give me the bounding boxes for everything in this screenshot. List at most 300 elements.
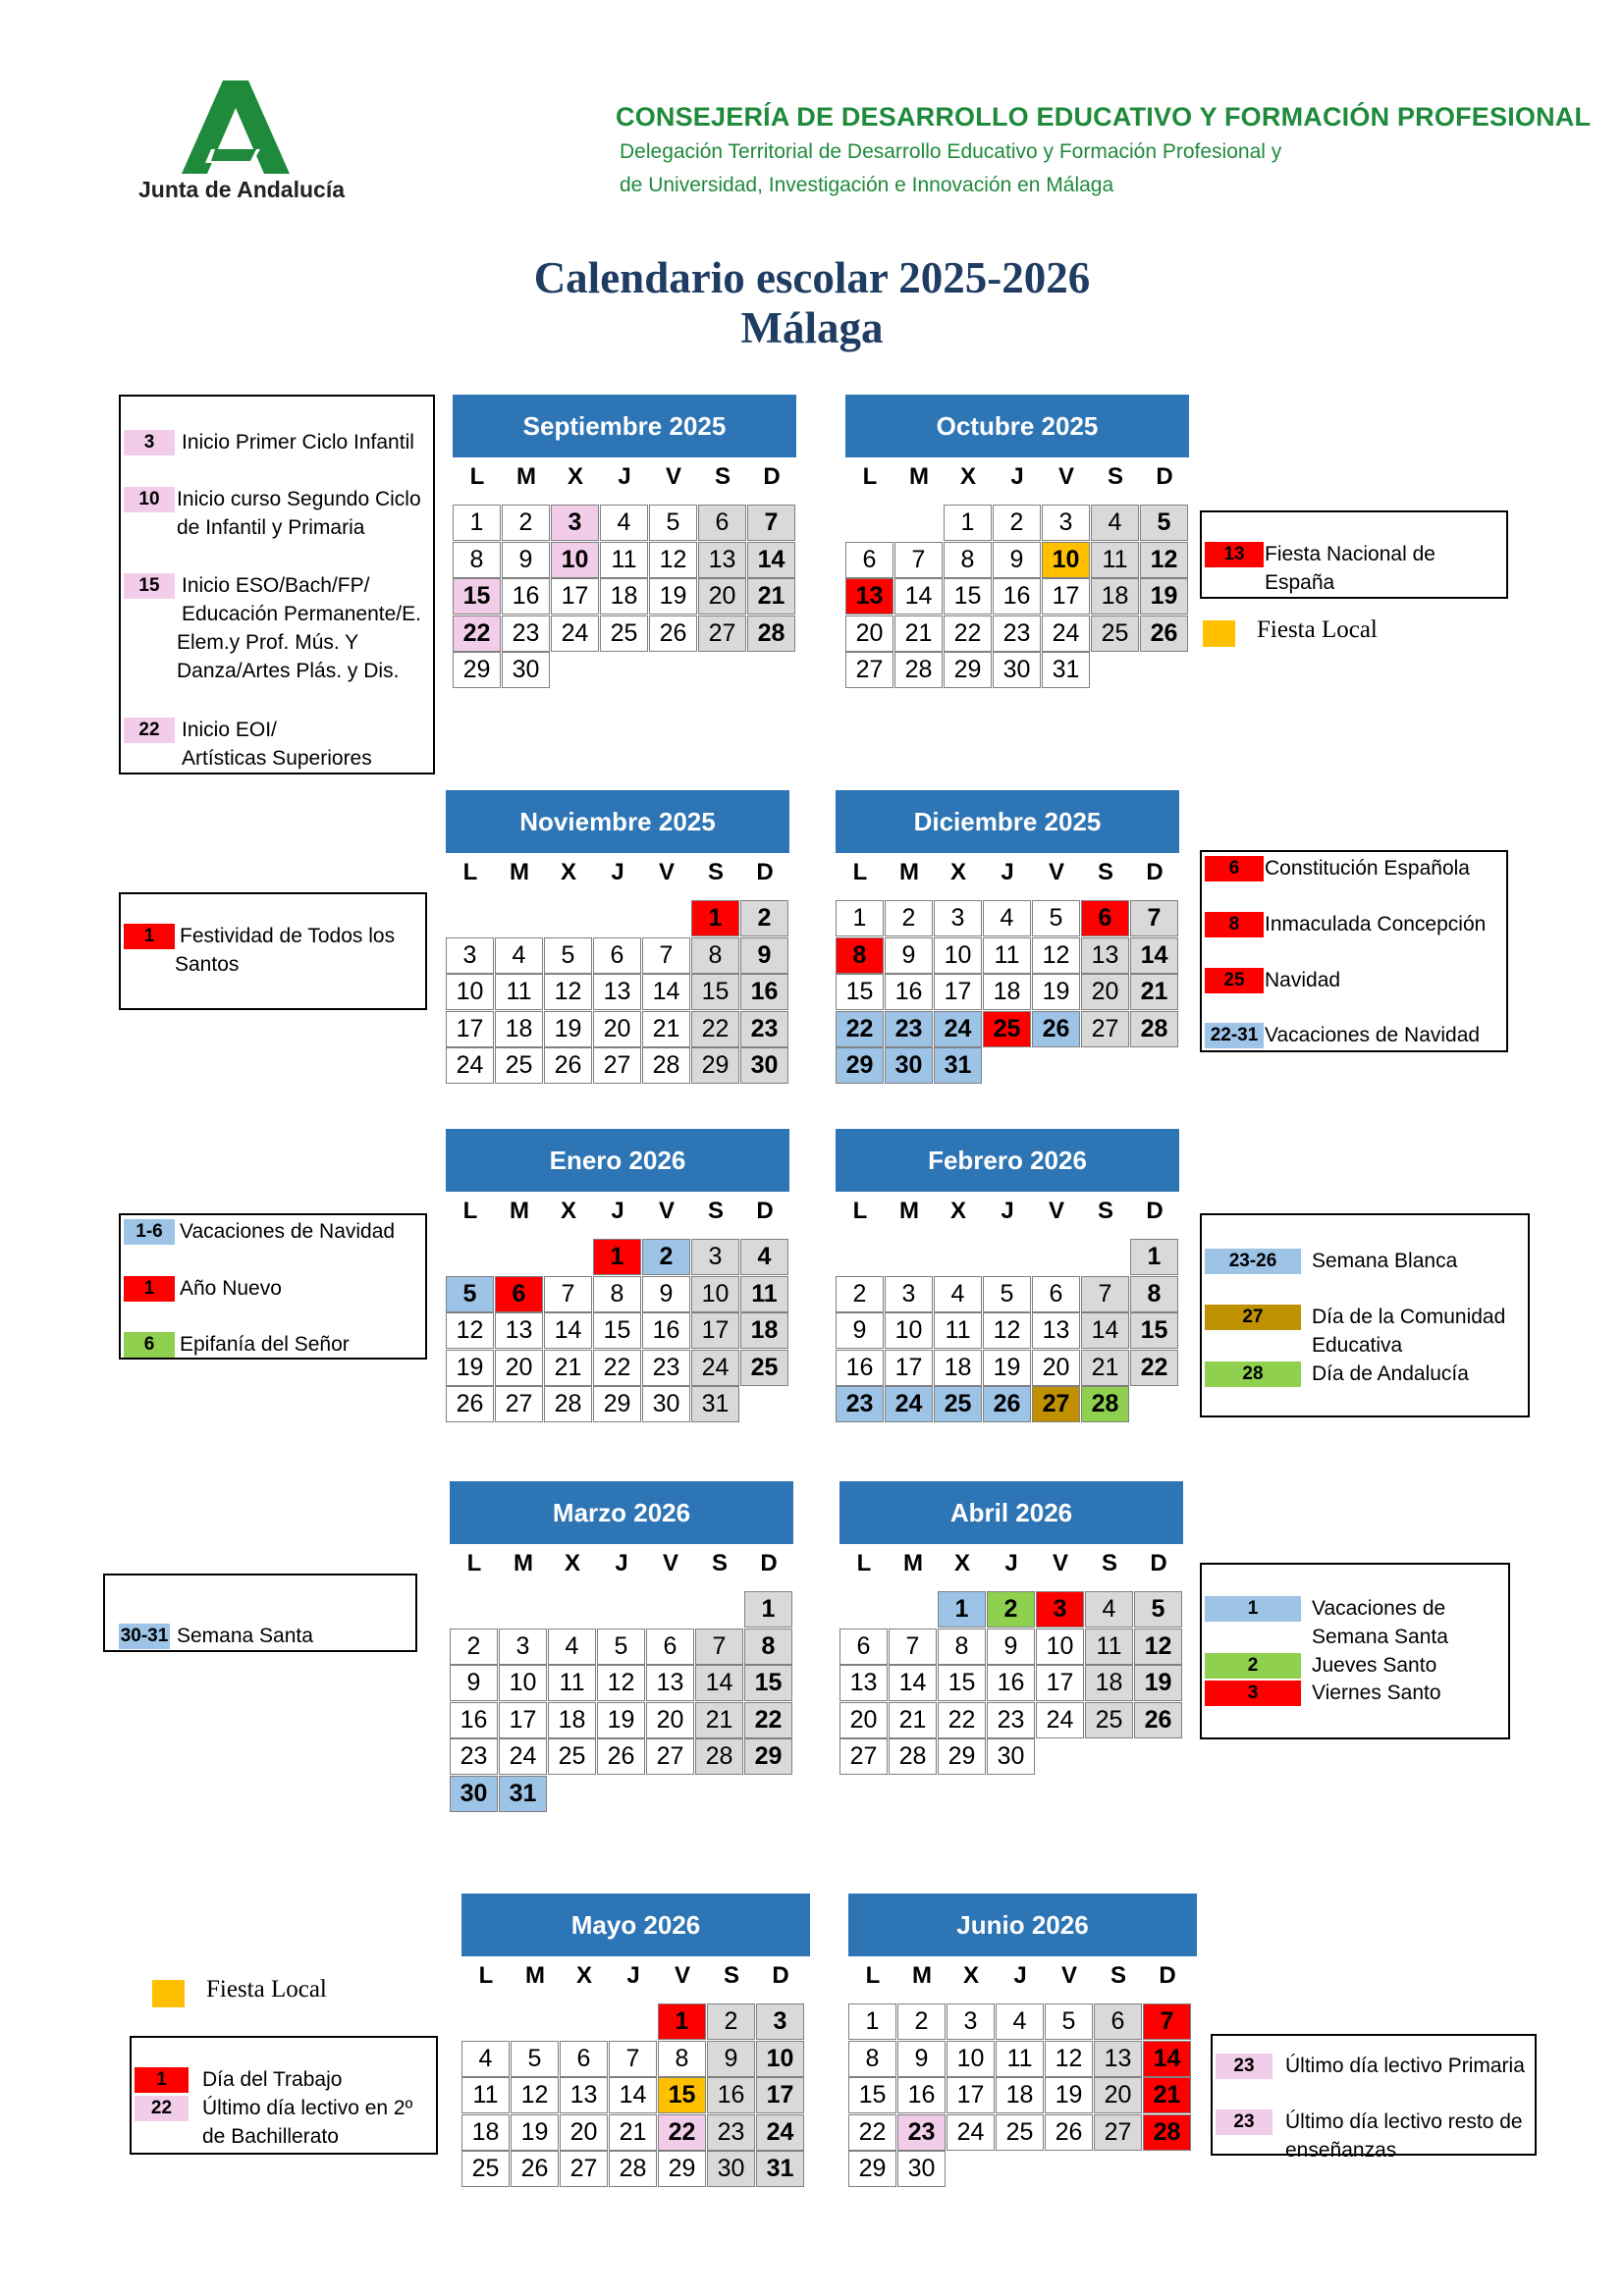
day-cell: 3 — [934, 900, 982, 936]
legend-text: Semana Santa — [177, 1625, 313, 1647]
weekday-label: S — [1097, 1198, 1113, 1224]
legend-text: Educación Permanente/E. — [182, 603, 421, 625]
day-cell: 6 — [1094, 2003, 1142, 2040]
day-cell: 9 — [885, 937, 933, 974]
day-cell: 18 — [548, 1702, 596, 1738]
day-cell: 5 — [446, 1276, 494, 1312]
legend-text: Fiesta Nacional de España — [1265, 543, 1435, 594]
day-cell: 12 — [544, 974, 592, 1010]
day-cell: 8 — [848, 2041, 896, 2077]
day-cell: 4 — [740, 1239, 788, 1275]
weekday-label: X — [560, 1198, 576, 1224]
day-cell: 23 — [642, 1350, 690, 1386]
day-cell: 22 — [744, 1702, 792, 1738]
day-cell: 27 — [1081, 1011, 1129, 1047]
day-cell: 4 — [1091, 505, 1139, 541]
day-cell: 16 — [836, 1350, 884, 1386]
day-cell: 1 — [944, 505, 992, 541]
day-cell: 3 — [947, 2003, 995, 2040]
day-cell: 14 — [747, 542, 795, 578]
weekday-label: S — [707, 859, 724, 885]
day-cell: 20 — [1032, 1350, 1080, 1386]
day-cell: 27 — [698, 615, 746, 652]
weekday-label: L — [856, 1550, 872, 1576]
day-cell: 21 — [544, 1350, 592, 1386]
weekday-label: X — [949, 859, 966, 885]
day-cell: 23 — [897, 2114, 946, 2151]
day-cell: 5 — [1045, 2003, 1093, 2040]
day-cell: 27 — [560, 2151, 608, 2187]
day-cell: 30 — [740, 1047, 788, 1084]
weekday-label: V — [1048, 1198, 1064, 1224]
day-cell: 3 — [691, 1239, 739, 1275]
day-cell: 7 — [695, 1629, 743, 1665]
day-cell: 24 — [885, 1386, 933, 1422]
page-subtitle: Málaga — [740, 303, 884, 352]
legend-text: Año Nuevo — [180, 1277, 282, 1300]
weekday-label: V — [1052, 1550, 1068, 1576]
day-cell: 13 — [495, 1312, 543, 1349]
day-cell: 27 — [593, 1047, 641, 1084]
day-cell: 9 — [740, 937, 788, 974]
day-cell: 30 — [987, 1738, 1035, 1775]
weekday-label: J — [1001, 1198, 1014, 1224]
day-cell: 29 — [658, 2151, 706, 2187]
legend-text: Vacaciones de — [1312, 1597, 1446, 1620]
day-cell: 28 — [1143, 2114, 1191, 2151]
day-cell: 13 — [839, 1665, 888, 1701]
day-cell: 16 — [885, 974, 933, 1010]
legend-septiembre — [119, 395, 435, 774]
legend-marzo — [103, 1574, 417, 1652]
legend-text: Epifanía del Señor — [180, 1333, 350, 1356]
day-cell: 16 — [707, 2077, 755, 2113]
day-cell: 4 — [495, 937, 543, 974]
day-cell: 5 — [511, 2041, 559, 2077]
weekday-label: L — [862, 463, 878, 490]
weekday-label: L — [478, 1962, 494, 1989]
legend-text: Vacaciones de Navidad — [180, 1220, 396, 1243]
weekday-label: J — [1004, 1550, 1018, 1576]
day-cell: 21 — [609, 2114, 657, 2151]
day-cell: 3 — [885, 1276, 933, 1312]
day-cell: 12 — [983, 1312, 1031, 1349]
day-cell: 25 — [461, 2151, 510, 2187]
day-cell: 10 — [934, 937, 982, 974]
legend-text: Último día lectivo Primaria — [1285, 2055, 1525, 2077]
day-cell: 22 — [593, 1350, 641, 1386]
day-cell: 24 — [499, 1738, 547, 1775]
day-cell: 29 — [944, 652, 992, 688]
day-cell: 15 — [944, 578, 992, 614]
weekday-label: J — [626, 1962, 640, 1989]
legend-noviembre — [119, 892, 427, 1010]
legend-text: Inicio curso Segundo Ciclo — [177, 488, 421, 510]
day-cell: 9 — [642, 1276, 690, 1312]
legend-code: 23 — [1216, 2054, 1272, 2079]
day-cell: 16 — [897, 2077, 946, 2113]
day-cell: 1 — [938, 1591, 986, 1628]
day-cell: 2 — [836, 1276, 884, 1312]
day-cell: 25 — [600, 615, 648, 652]
day-cell: 6 — [646, 1629, 694, 1665]
weekday-label: X — [962, 1962, 979, 1989]
weekday-label: S — [714, 463, 731, 490]
legend-code: 3 — [1205, 1681, 1301, 1706]
day-cell: 9 — [450, 1665, 498, 1701]
legend-code: 1 — [1205, 1596, 1301, 1622]
day-cell: 26 — [1045, 2114, 1093, 2151]
legend-text: Elem.y Prof. Mús. Y — [177, 631, 359, 654]
day-cell: 23 — [987, 1702, 1035, 1738]
legend-code: 25 — [1205, 968, 1264, 993]
day-cell: 7 — [747, 505, 795, 541]
day-cell: 19 — [511, 2114, 559, 2151]
day-cell: 21 — [695, 1702, 743, 1738]
weekday-label: J — [615, 1550, 628, 1576]
day-cell: 2 — [642, 1239, 690, 1275]
legend-text: Semana Santa — [1312, 1626, 1448, 1648]
day-cell: 14 — [642, 974, 690, 1010]
day-cell: 19 — [1045, 2077, 1093, 2113]
day-cell: 12 — [649, 542, 697, 578]
day-cell: 3 — [551, 505, 599, 541]
legend-text: Constitución Española — [1265, 857, 1470, 880]
day-cell: 7 — [642, 937, 690, 974]
day-cell: 14 — [609, 2077, 657, 2113]
day-cell: 1 — [691, 900, 739, 936]
weekday-label: S — [707, 1198, 724, 1224]
day-cell: 5 — [544, 937, 592, 974]
day-cell: 26 — [1140, 615, 1188, 652]
day-cell: 29 — [453, 652, 501, 688]
legend-text: Jueves Santo — [1312, 1654, 1437, 1677]
day-cell: 20 — [1081, 974, 1129, 1010]
day-cell: 6 — [839, 1629, 888, 1665]
day-cell: 5 — [649, 505, 697, 541]
day-cell: 1 — [593, 1239, 641, 1275]
logo-text: Junta de Andalucía — [137, 177, 346, 202]
day-cell: 24 — [1042, 615, 1090, 652]
weekday-label: D — [1150, 1550, 1167, 1576]
legend-octubre — [1200, 510, 1508, 599]
day-cell: 25 — [740, 1350, 788, 1386]
day-cell: 8 — [593, 1276, 641, 1312]
weekday-label: S — [711, 1550, 728, 1576]
day-cell: 11 — [600, 542, 648, 578]
weekday-label: D — [763, 463, 781, 490]
weekday-label: S — [1110, 1962, 1126, 1989]
day-cell: 30 — [642, 1386, 690, 1422]
day-cell: 17 — [885, 1350, 933, 1386]
day-cell: 23 — [836, 1386, 884, 1422]
day-cell: 20 — [698, 578, 746, 614]
day-cell: 15 — [593, 1312, 641, 1349]
day-cell: 29 — [938, 1738, 986, 1775]
legend-text: Inmaculada Concepción — [1265, 913, 1487, 935]
day-cell: 5 — [1032, 900, 1080, 936]
day-cell: 3 — [446, 937, 494, 974]
day-cell: 24 — [947, 2114, 995, 2151]
weekday-label: L — [462, 859, 478, 885]
day-cell: 25 — [495, 1047, 543, 1084]
legend-text: Semana Blanca — [1312, 1250, 1458, 1272]
weekday-label: M — [903, 1550, 923, 1576]
day-cell: 18 — [740, 1312, 788, 1349]
day-cell: 23 — [502, 615, 550, 652]
day-cell: 19 — [446, 1350, 494, 1386]
month-title: Junio 2026 — [848, 1894, 1197, 1956]
day-cell: 14 — [894, 578, 943, 614]
weekday-label: X — [560, 859, 576, 885]
day-cell: 20 — [560, 2114, 608, 2151]
weekday-label: M — [516, 463, 536, 490]
day-cell: 23 — [740, 1011, 788, 1047]
legend-text: Festividad de Todos los — [180, 925, 396, 947]
legend-code: 3 — [124, 430, 175, 455]
day-cell: 18 — [983, 974, 1031, 1010]
day-cell: 2 — [885, 900, 933, 936]
day-cell: 15 — [938, 1665, 986, 1701]
day-cell: 5 — [983, 1276, 1031, 1312]
weekday-label: L — [466, 1550, 482, 1576]
day-cell: 31 — [934, 1047, 982, 1084]
day-cell: 10 — [885, 1312, 933, 1349]
day-cell: 10 — [1036, 1629, 1084, 1665]
day-cell: 6 — [495, 1276, 543, 1312]
day-cell: 26 — [511, 2151, 559, 2187]
day-cell: 8 — [944, 542, 992, 578]
day-cell: 24 — [446, 1047, 494, 1084]
weekday-label: D — [1146, 859, 1164, 885]
day-cell: 20 — [495, 1350, 543, 1386]
legend-code: 15 — [124, 573, 175, 599]
day-cell: 12 — [597, 1665, 645, 1701]
day-cell: 29 — [848, 2151, 896, 2187]
day-cell: 17 — [1036, 1665, 1084, 1701]
legend-code: 1-6 — [124, 1219, 175, 1245]
day-cell: 27 — [1032, 1386, 1080, 1422]
legend-enero — [119, 1213, 427, 1360]
day-cell: 23 — [885, 1011, 933, 1047]
day-cell: 26 — [1134, 1702, 1182, 1738]
day-cell: 29 — [593, 1386, 641, 1422]
day-cell: 2 — [740, 900, 788, 936]
weekday-label: X — [567, 463, 583, 490]
day-cell: 18 — [1085, 1665, 1133, 1701]
day-cell: 15 — [691, 974, 739, 1010]
day-cell: 23 — [993, 615, 1041, 652]
day-cell: 22 — [848, 2114, 896, 2151]
weekday-label: M — [510, 859, 529, 885]
day-cell: 31 — [691, 1386, 739, 1422]
day-cell: 24 — [934, 1011, 982, 1047]
month-title: Abril 2026 — [839, 1481, 1183, 1544]
day-cell: 12 — [511, 2077, 559, 2113]
day-cell: 10 — [499, 1665, 547, 1701]
day-cell: 6 — [1032, 1276, 1080, 1312]
weekday-label: J — [1010, 463, 1024, 490]
day-cell: 16 — [450, 1702, 498, 1738]
day-cell: 13 — [845, 578, 893, 614]
day-cell: 9 — [707, 2041, 755, 2077]
day-cell: 1 — [1130, 1239, 1178, 1275]
day-cell: 12 — [1032, 937, 1080, 974]
legend-text: Inicio EOI/ — [182, 719, 277, 741]
day-cell: 18 — [1091, 578, 1139, 614]
legend-code: 22-31 — [1205, 1023, 1264, 1048]
weekday-label: J — [611, 1198, 624, 1224]
legend-code: 23 — [1216, 2109, 1272, 2135]
day-cell: 13 — [560, 2077, 608, 2113]
day-cell: 1 — [836, 900, 884, 936]
day-cell: 21 — [642, 1011, 690, 1047]
day-cell: 8 — [744, 1629, 792, 1665]
fiesta-local-label: Fiesta Local — [1257, 616, 1378, 643]
legend-code: 22 — [124, 718, 175, 743]
day-cell: 25 — [934, 1386, 982, 1422]
weekday-label: M — [899, 859, 919, 885]
legend-text: enseñanzas — [1285, 2139, 1397, 2162]
day-cell: 9 — [836, 1312, 884, 1349]
day-cell: 1 — [453, 505, 501, 541]
legend-code: 30-31 — [119, 1624, 170, 1649]
month-title: Octubre 2025 — [845, 395, 1189, 457]
day-cell: 25 — [996, 2114, 1044, 2151]
day-cell: 11 — [548, 1665, 596, 1701]
day-cell: 23 — [450, 1738, 498, 1775]
legend-text: Santos — [175, 953, 240, 976]
day-cell: 17 — [756, 2077, 804, 2113]
day-cell: 14 — [695, 1665, 743, 1701]
weekday-label: V — [674, 1962, 690, 1989]
day-cell: 6 — [1081, 900, 1129, 936]
legend-text: Día de Andalucía — [1312, 1362, 1469, 1385]
weekday-label: L — [469, 463, 485, 490]
weekday-label: S — [1097, 859, 1113, 885]
weekday-label: J — [618, 463, 631, 490]
day-cell: 26 — [649, 615, 697, 652]
weekday-label: V — [1048, 859, 1064, 885]
day-cell: 11 — [983, 937, 1031, 974]
day-cell: 21 — [1143, 2077, 1191, 2113]
day-cell: 11 — [934, 1312, 982, 1349]
day-cell: 2 — [897, 2003, 946, 2040]
day-cell: 9 — [897, 2041, 946, 2077]
legend-code: 22 — [135, 2096, 189, 2121]
day-cell: 21 — [889, 1702, 937, 1738]
day-cell: 21 — [747, 578, 795, 614]
day-cell: 28 — [1130, 1011, 1178, 1047]
day-cell: 20 — [646, 1702, 694, 1738]
weekday-label: V — [665, 463, 681, 490]
day-cell: 27 — [839, 1738, 888, 1775]
day-cell: 8 — [1130, 1276, 1178, 1312]
fiesta-local-label: Fiesta Local — [206, 1976, 327, 2002]
weekday-label: X — [564, 1550, 580, 1576]
day-cell: 13 — [646, 1665, 694, 1701]
weekday-label: L — [852, 859, 868, 885]
day-cell: 26 — [1032, 1011, 1080, 1047]
day-cell: 7 — [1143, 2003, 1191, 2040]
month-title: Noviembre 2025 — [446, 790, 789, 853]
day-cell: 17 — [1042, 578, 1090, 614]
weekday-label: M — [514, 1550, 533, 1576]
day-cell: 3 — [756, 2003, 804, 2040]
day-cell: 4 — [1085, 1591, 1133, 1628]
day-cell: 14 — [1143, 2041, 1191, 2077]
day-cell: 2 — [450, 1629, 498, 1665]
day-cell: 10 — [947, 2041, 995, 2077]
legend-code: 2 — [1205, 1653, 1301, 1679]
day-cell: 18 — [461, 2114, 510, 2151]
weekday-label: D — [772, 1962, 789, 1989]
day-cell: 31 — [756, 2151, 804, 2187]
day-cell: 27 — [495, 1386, 543, 1422]
day-cell: 27 — [1094, 2114, 1142, 2151]
day-cell: 19 — [983, 1350, 1031, 1386]
weekday-label: M — [909, 463, 929, 490]
weekday-label: J — [611, 859, 624, 885]
day-cell: 19 — [1134, 1665, 1182, 1701]
day-cell: 6 — [560, 2041, 608, 2077]
day-cell: 15 — [744, 1665, 792, 1701]
weekday-label: M — [912, 1962, 932, 1989]
day-cell: 17 — [446, 1011, 494, 1047]
legend-text: Artísticas Superiores — [182, 747, 372, 770]
day-cell: 30 — [885, 1047, 933, 1084]
page-title: Calendario escolar 2025-2026 — [533, 253, 1091, 302]
day-cell: 8 — [453, 542, 501, 578]
day-cell: 18 — [934, 1350, 982, 1386]
day-cell: 13 — [698, 542, 746, 578]
legend-diciembre — [1200, 850, 1508, 1052]
day-cell: 17 — [947, 2077, 995, 2113]
day-cell: 21 — [1130, 974, 1178, 1010]
day-cell: 22 — [453, 615, 501, 652]
legend-code: 10 — [124, 487, 175, 512]
day-cell: 12 — [1134, 1629, 1182, 1665]
day-cell: 24 — [756, 2114, 804, 2151]
legend-code: 23-26 — [1205, 1249, 1301, 1274]
day-cell: 10 — [551, 542, 599, 578]
day-cell: 20 — [845, 615, 893, 652]
day-cell: 16 — [993, 578, 1041, 614]
day-cell: 28 — [544, 1386, 592, 1422]
day-cell: 13 — [593, 974, 641, 1010]
day-cell: 3 — [499, 1629, 547, 1665]
day-cell: 29 — [836, 1047, 884, 1084]
day-cell: 15 — [1130, 1312, 1178, 1349]
weekday-label: M — [899, 1198, 919, 1224]
day-cell: 29 — [744, 1738, 792, 1775]
weekday-label: L — [462, 1198, 478, 1224]
day-cell: 7 — [544, 1276, 592, 1312]
day-cell: 2 — [707, 2003, 755, 2040]
day-cell: 6 — [698, 505, 746, 541]
day-cell: 8 — [836, 937, 884, 974]
day-cell: 27 — [845, 652, 893, 688]
day-cell: 1 — [848, 2003, 896, 2040]
delegacion-line-2: de Universidad, Investigación e Innovación en Málaga — [620, 174, 1114, 196]
junta-logo-icon — [182, 80, 290, 174]
legend-text: Navidad — [1265, 969, 1341, 991]
day-cell: 16 — [740, 974, 788, 1010]
weekday-label: X — [949, 1198, 966, 1224]
day-cell: 4 — [600, 505, 648, 541]
day-cell: 2 — [502, 505, 550, 541]
day-cell: 14 — [1081, 1312, 1129, 1349]
